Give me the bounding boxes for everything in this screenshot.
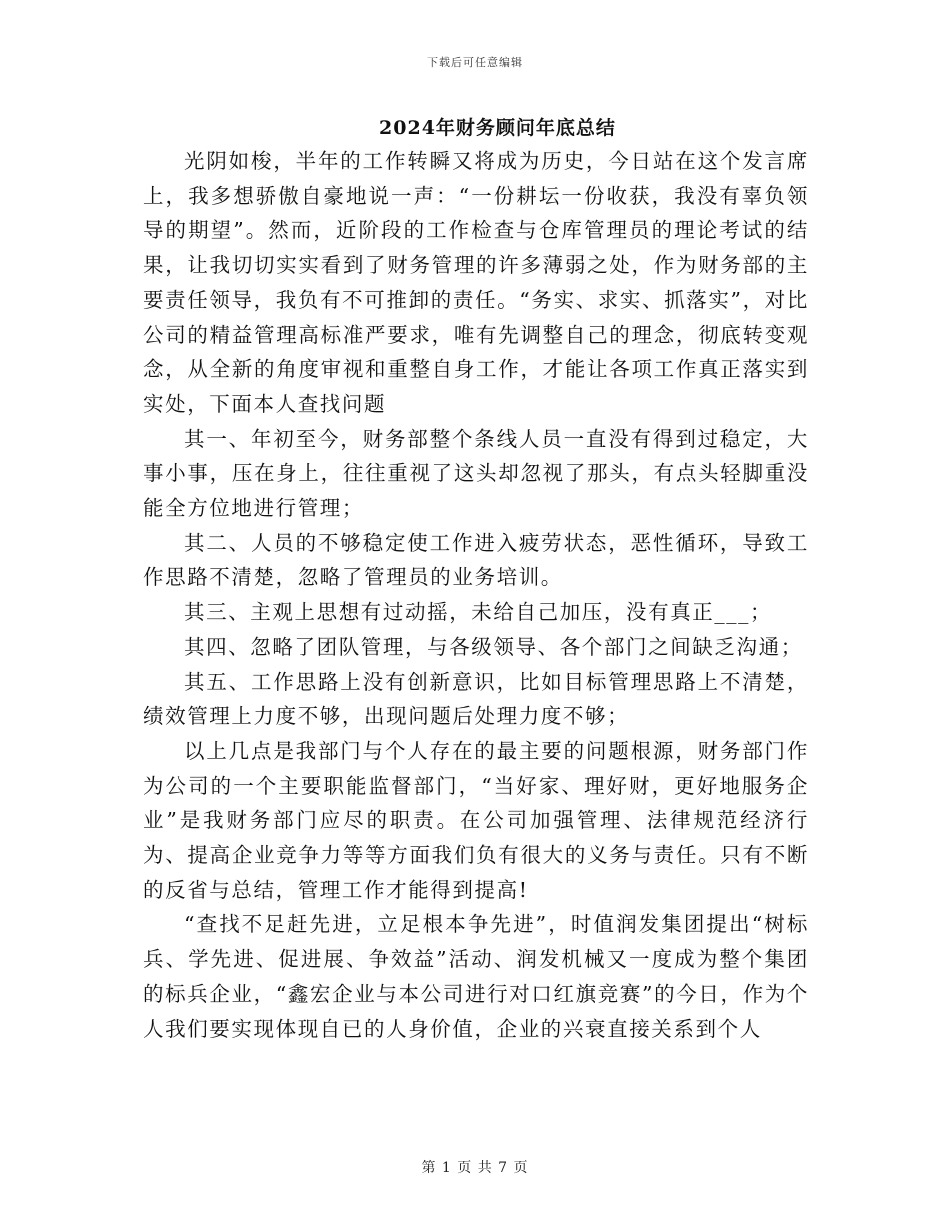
header-note: 下载后可任意编辑 [427,56,523,69]
paragraph-issue-1: 其一、年初至今，财务部整个条线人员一直没有得到过稳定，大事小事，压在身上，往往重视了这头却忽视了那头，有点头轻脚重没能全方位地进行管理； [143,426,809,521]
paragraph-issue-2: 其二、人员的不够稳定使工作进入疲劳状态，恶性循环，导致工作思路不清楚，忽略了管理员的业务培训。 [143,530,809,590]
document-body [143,144,809,1046]
paragraph-intro: 光阴如梭，半年的工作转瞬又将成为历史，今日站在这个发言席上，我多想骄傲自豪地说一声：“一份耕坛一份收获，我没有辜负领导的期望”。然而，近阶段的工作检查与仓库管理员的理论考试的结果，让我切切实实看到了财务管理的许多薄弱之处，作为财务部的主要责任领导，我负有不可推卸的责任。“务实、求实、抓落实”，对比公司的精益管理高标准严要求，唯有先调整自己的理念，彻底转变观念，从全新的角度审视和重整自身工作，才能让各项工作真正落实到实处，下面本人查找问题 [143,149,809,416]
document-title: 2024年财务顾问年底总结 [379,117,616,139]
paragraph-campaign: “查找不足赶先进，立足根本争先进”，时值润发集团提出“树标兵、学先进、促进展、争效益”活动、润发机械又一度成为整个集团的标兵企业，“鑫宏企业与本公司进行对口红旗竞赛”的今日，作为个人我们要实现体现自已的人身价值，企业的兴衰直接关系到个人 [143,912,809,1041]
paragraph-issue-5: 其五、工作思路上没有创新意识，比如目标管理思路上不清楚，绩效管理上力度不够，出现问题后处理力度不够； [143,669,809,729]
paragraph-summary: 以上几点是我部门与个人存在的最主要的问题根源，财务部门作为公司的一个主要职能监督部门，“当好家、理好财，更好地服务企业”是我财务部门应尽的职责。在公司加强管理、法律规范经济行为、提高企业竞争力等等方面我们负有很大的义务与责任。只有不断的反省与总结，管理工作才能得到提高! [143,738,809,902]
paragraph-issue-3: 其三、主观上思想有过动摇，未给自己加压，没有真正___； [184,600,773,625]
paragraph-issue-4: 其四、忽略了团队管理，与各级领导、各个部门之间缺乏沟通； [184,634,803,659]
page-number: 第 1 页 共 7 页 [421,1160,529,1176]
